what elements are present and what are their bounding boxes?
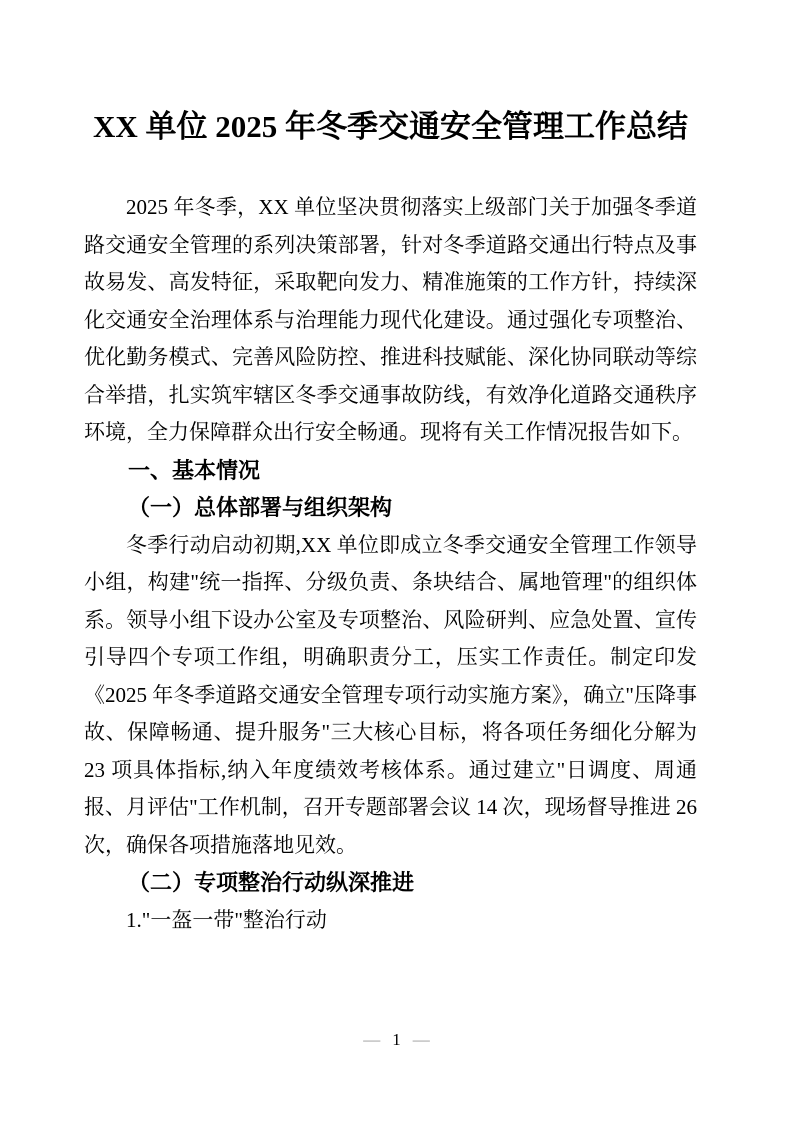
- page-footer: [0, 1030, 793, 1050]
- subsection-heading-overall-deployment: （一）总体部署与组织架构: [128, 495, 393, 520]
- footer-dash-left: —: [363, 1030, 381, 1049]
- page-number: 1: [392, 1030, 401, 1049]
- subsection-heading-special-rectification: （二）专项整治行动纵深推进: [128, 870, 415, 895]
- list-item-helmet-belt-action: 1."一盔一带"整治行动: [126, 907, 327, 932]
- intro-paragraph: 2025 年冬季，XX 单位坚决贯彻落实上级部门关于加强冬季道路交通安全管理的系列决策部署，针对冬季道路交通出行特点及事故易发、高发特征，采取靶向发力、精准施策的工作方针，持续深化交通安全治理体系与治理能力现代化建设。通过强化专项整治、优化勤务模式、完善风险防控、推进科技赋能、深化协同联动等综合举措，扎实筑牢辖区冬季交通事故防线，有效净化道路交通秩序环境，全力保障群众出行安全畅通。现将有关工作情况报告如下。: [84, 195, 697, 444]
- section-heading-basic-situation: 一、基本情况: [128, 457, 261, 483]
- document-title: XX 单位 2025 年冬季交通安全管理工作总结: [92, 109, 689, 144]
- footer-dash-right: —: [412, 1030, 430, 1049]
- overall-deployment-paragraph: 冬季行动启动初期,XX 单位即成立冬季交通安全管理工作领导小组，构建"统一指挥、分级负责、条块结合、属地管理"的组织体系。领导小组下设办公室及专项整治、风险研判、应急处置、宣传引导四个专项工作组，明确职责分工，压实工作责任。制定印发《2025 年冬季道路交通安全管理专项行动实施方案》，确立"压降事故、保障畅通、提升服务"三大核心目标，将各项任务细化分解为23 项具体指标,纳入年度绩效考核体系。通过建立"日调度、周通报、月评估"工作机制，召开专题部署会议 14 次，现场督导推进 26 次，确保各项措施落地见效。: [84, 532, 697, 857]
